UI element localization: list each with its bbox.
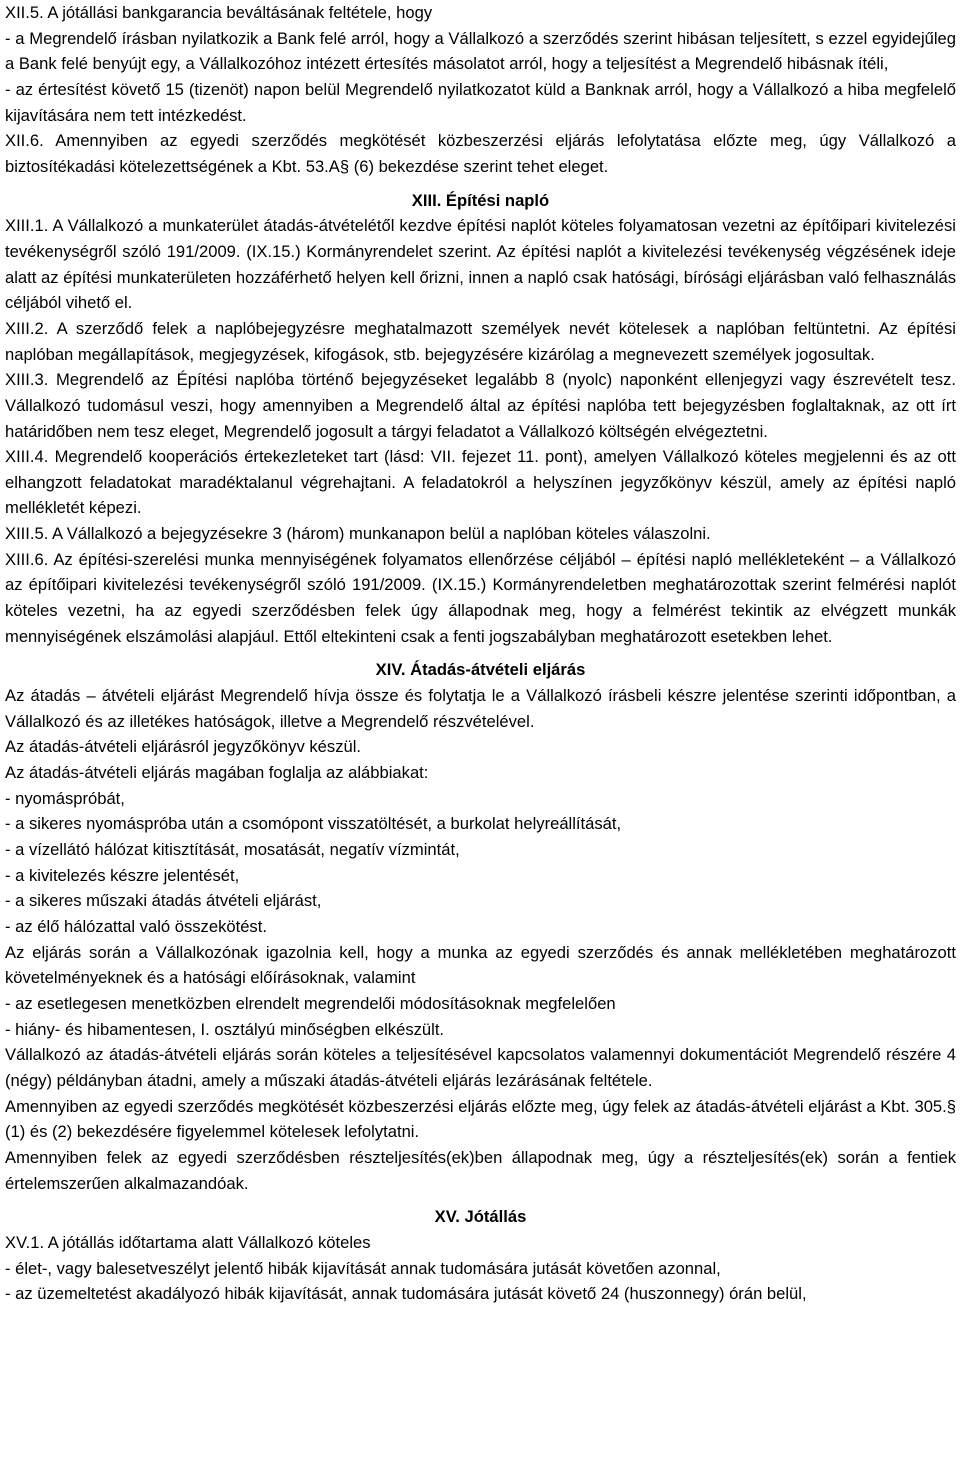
list-item-uzemeltetes: - az üzemeltetést akadályozó hibák kijavítását, annak tudomására jutását követő 24 (huszonnegy) órán belül, bbox=[5, 1284, 807, 1304]
para-xii-5-item-1: - a Megrendelő írásban nyilatkozik a Bank felé arról, hogy a Vállalkozó a szerződés szerint hibásan teljesített, s ezzel egyidejűleg a Bank felé benyújt egy, a Vállalkozóhoz intézett értesítés másolatot arról, hogy a teljesítést a Megrendelő hibásnak ítéli, bbox=[5, 28, 956, 74]
para-xv-1: XV.1. A jótállás időtartama alatt Vállalkozó köteles bbox=[5, 1232, 371, 1252]
para-xiv-kbt: Amennyiben az egyedi szerződés megkötését közbeszerzési eljárás előzte meg, úgy felek az átadás-átvételi eljárást a Kbt. 305.§ (1) és (2) bekezdésére figyelemmel kötelesek lefolytatni. bbox=[5, 1096, 956, 1142]
document-page bbox=[5, 0, 956, 1307]
heading-xv: XV. Jótállás bbox=[434, 1207, 527, 1227]
para-xii-5-item-2: - az értesítést követő 15 (tizenöt) napon belül Megrendelő nyilatkozatot küld a Banknak arról, hogy a Vállalkozó a hiba megfelelő kijavítására nem tett intézkedést. bbox=[5, 79, 956, 125]
para-xiv-jegyzokonyv: Az átadás-átvételi eljárásról jegyzőkönyv készül. bbox=[5, 737, 362, 757]
para-xiii-4: XIII.4. Megrendelő kooperációs értekezleteket tart (lásd: VII. fejezet 11. pont), amelyen Vállalkozó köteles megjelenni és az ott elhangzott feladatokat maradéktalanul végrehajtani. A feladatokról a helyszínen jegyzőkönyv készül, amely az építési napló mellékletét képezi. bbox=[5, 447, 956, 518]
para-xiii-5: XIII.5. A Vállalkozó a bejegyzésekre 3 (három) munkanapon belül a naplóban köteles válaszolni. bbox=[5, 524, 711, 544]
list-item-vizellato: - a vízellátó hálózat kitisztítását, mosatását, negatív vízmintát, bbox=[5, 840, 460, 859]
para-xii-6: XII.6. Amennyiben az egyedi szerződés megkötését közbeszerzési eljárás lefolytatása előzte meg, úgy Vállalkozó a biztosítékadási kötelezettségének a Kbt. 53.A§ (6) bekezdése szerint tehet eleget. bbox=[5, 131, 956, 176]
para-xiv-igazolni: Az eljárás során a Vállalkozónak igazolnia kell, hogy a munka az egyedi szerződés és annak mellékletében meghatározott követelményeknek és a hatósági előírásoknak, valamint bbox=[5, 942, 956, 988]
para-xii-5: XII.5. A jótállási bankgarancia beváltásának feltétele, hogy bbox=[5, 3, 433, 22]
para-xiv-magaban: Az átadás-átvételi eljárás magában foglalja az alábbiakat: bbox=[5, 763, 429, 783]
list-item-nyomasprobat: - nyomáspróbát, bbox=[5, 788, 125, 808]
list-item-modositasok: - az esetlegesen menetközben elrendelt megrendelői módosításoknak megfelelően bbox=[5, 993, 616, 1013]
list-item-csomopont: - a sikeres nyomáspróba után a csomópont visszatöltését, a burkolat helyreállítását, bbox=[5, 814, 622, 834]
para-xiv-reszteljesites: Amennyiben felek az egyedi szerződésben részteljesítés(ek)ben állapodnak meg, úgy a részteljesítés(ek) során a fentiek értelemszerűen alkalmazandóak. bbox=[5, 1147, 956, 1193]
list-item-hiany: - hiány- és hibamentesen, I. osztályú minőségben elkészült. bbox=[5, 1019, 445, 1039]
para-xiii-3: XIII.3. Megrendelő az Építési naplóba történő bejegyzéseket legalább 8 (nyolc) naponként ellenjegyzi vagy észrevételt tesz. Vállalkozó tudomásul veszi, hogy amennyiben a Megrendelő által az építési naplóba tett bejegyzésben foglaltaknak, az ott írt határidőben nem tesz eleget, Megrendelő jogosult a tárgyi feladatot a Vállalkozó költségén elvégeztetni. bbox=[5, 370, 956, 441]
heading-xiv: XIV. Átadás-átvételi eljárás bbox=[375, 660, 586, 680]
list-item-eletveszely: - élet-, vagy balesetveszélyt jelentő hibák kijavítását annak tudomására jutását követően azonnal, bbox=[5, 1258, 721, 1278]
para-xiv-intro: Az átadás – átvételi eljárást Megrendelő hívja össze és folytatja le a Vállalkozó írásbeli készre jelentése szerinti időpontban, a Vállalkozó és az illetékes hatóságok, illetve a Megrendelő részvételével. bbox=[5, 686, 956, 731]
heading-xiii: XIII. Építési napló bbox=[411, 190, 550, 210]
para-xiii-1: XIII.1. A Vállalkozó a munkaterület átadás-átvételétől kezdve építési naplót köteles folyamatosan vezetni az építőipari kivitelezési tevékenységről szóló 191/2009. (IX.15.) Kormányrendelet szerint. Az építési naplót a kivitelezési tevékenység végzésének ideje alatt az építési munkaterületen hozzáférhető helyen kell őrizni, innen a napló csak hatósági, bírósági eljárásban való felhasználás céljából vihető el. bbox=[5, 216, 956, 313]
para-xiv-dokumentacio: Vállalkozó az átadás-átvételi eljárás során köteles a teljesítésével kapcsolatos valamennyi dokumentációt Megrendelő részére 4 (négy) példányban átadni, amely a műszaki átadás-átvételi eljárás lezárásának feltétele. bbox=[5, 1045, 956, 1090]
list-item-elo-halozat: - az élő hálózattal való összekötést. bbox=[5, 916, 267, 936]
para-xiii-2: XIII.2. A szerződő felek a naplóbejegyzésre meghatalmazott személyek nevét kötelesek a naplóban feltüntetni. Az építési naplóban megállapítások, megjegyzések, kifogások, stb. bejegyzésére kizárólag a megnevezett személyek jogosultak. bbox=[5, 318, 956, 364]
para-xiii-6: XIII.6. Az építési-szerelési munka mennyiségének folyamatos ellenőrzése céljából – építési napló mellékleteként – a Vállalkozó az építőipari kivitelezési tevékenységről szóló 191/2009. (IX.15.) Kormányrendeletben meghatározottak szerint felmérési naplót köteles vezetni, ha az egyedi szerződésben felek úgy állapodnak meg, hogy a felmérést tekintik az elvégzett munkák mennyiségének elszámolási alapjául. Ettől eltekinteni csak a fenti jogszabályban meghatározott esetekben lehet. bbox=[5, 549, 956, 646]
list-item-keszre-jelentes: - a kivitelezés készre jelentését, bbox=[5, 865, 240, 885]
list-item-muszaki-atadas: - a sikeres műszaki átadás átvételi eljárást, bbox=[5, 891, 322, 911]
